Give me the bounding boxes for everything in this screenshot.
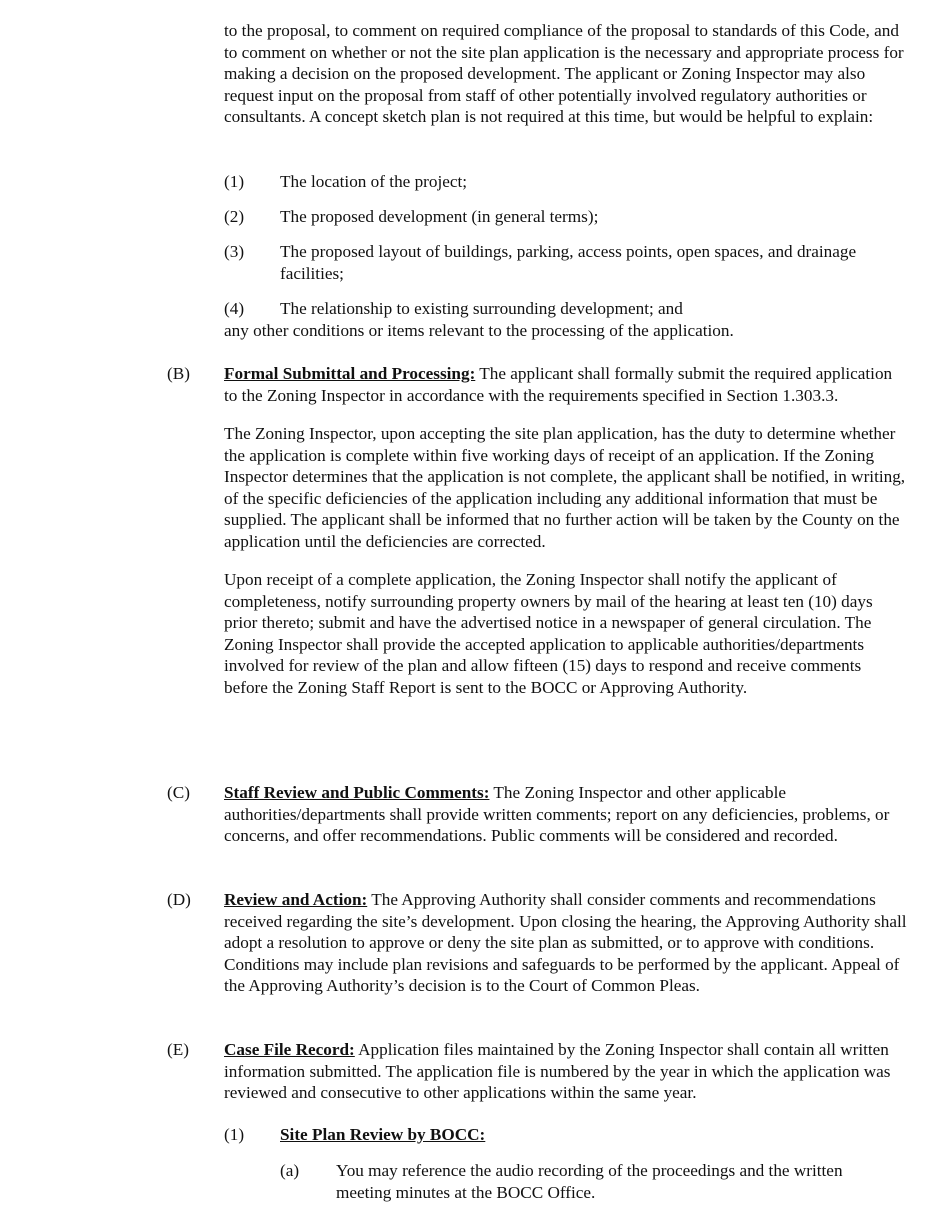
section-b-para1	[224, 363, 907, 406]
section-e	[167, 1039, 907, 1104]
section-b-para2: The Zoning Inspector, upon accepting the site plan application, has the duty to determine whether the application is complete within five working days of receipt of an application. If the Zoning Inspector determines that the application is not complete, the applicant shall be notified, in writing, of the specific deficiencies of the application including any additional information that must be supplied. The applicant shall be informed that no further action will be taken by the County on the application until the deficiencies are corrected.	[224, 424, 906, 551]
item-text: The location of the project;	[280, 172, 468, 191]
section-d	[167, 889, 907, 997]
section-b-para3: Upon receipt of a complete application, the Zoning Inspector shall notify the applicant of completeness, notify surrounding property owners by mail of the hearing at least ten (10) days prior thereto; submit and have the advertised notice in a newspaper of general circulation. The Zoning Inspector shall provide the accepted application to applicable authorities/departments involved for review of the plan and allow fifteen (15) days to respond and receive comments before the Zoning Staff Report is sent to the BOCC or Approving Authority.	[224, 570, 873, 697]
sub-item-heading: Site Plan Review by BOCC:	[280, 1125, 486, 1144]
item-text: The proposed layout of buildings, parking, access points, open spaces, and drainage facilities;	[280, 242, 857, 283]
section-marker: (B)	[167, 364, 190, 383]
sub-item-e1a	[280, 1160, 890, 1203]
section-text: Application files maintained by the Zoning Inspector shall contain all written information submitted. The application file is numbered by the year in which the application was reviewed and consecutive to other applications within the same year.	[224, 1040, 891, 1102]
concept-item	[224, 171, 884, 193]
item-number: (1)	[224, 1125, 245, 1144]
item-number: (3)	[224, 242, 245, 261]
section-heading: Staff Review and Public Comments:	[224, 783, 490, 802]
item-text: The relationship to existing surrounding development; and	[280, 299, 683, 318]
concept-item	[224, 206, 884, 228]
sub-item-text: You may reference the audio recording of the proceedings and the written meeting minutes at the BOCC Office.	[336, 1161, 843, 1202]
section-d-para	[224, 889, 907, 997]
section-e-para	[224, 1039, 907, 1104]
section-text: The applicant shall formally submit the required application to the Zoning Inspector in accordance with the requirements specified in Section 1.303.3.	[224, 364, 893, 405]
item-number: (4)	[224, 299, 245, 318]
section-heading: Case File Record:	[224, 1040, 355, 1059]
intro-paragraph: to the proposal, to comment on required compliance of the proposal to standards of this Code, and to comment on whether or not the site plan application is the necessary and appropriate process for making a decision on the proposed development. The applicant or Zoning Inspector may also request input on the proposal from staff of other potentially involved regulatory authorities or consultants. A concept sketch plan is not required at this time, but would be helpful to explain:	[224, 21, 904, 126]
concept-item	[224, 241, 884, 284]
section-marker: (C)	[167, 783, 190, 802]
section-marker: (E)	[167, 1040, 189, 1059]
sub-item-e1	[224, 1124, 884, 1146]
section-text: The Zoning Inspector and other applicable authorities/departments shall provide written comments; report on any deficiencies, problems, or concerns, and offer recommendations. Public comments will be considered and recorded.	[224, 783, 890, 845]
item-letter: (a)	[280, 1161, 300, 1180]
section-c-para	[224, 782, 907, 847]
item-continuation-text: any other conditions or items relevant to the processing of the application.	[224, 321, 734, 340]
section-marker: (D)	[167, 890, 191, 909]
item-number: (1)	[224, 172, 245, 191]
item-number: (2)	[224, 207, 245, 226]
section-b	[167, 363, 907, 698]
section-heading: Review and Action:	[224, 890, 368, 909]
section-heading: Formal Submittal and Processing:	[224, 364, 476, 383]
item-text: The proposed development (in general terms);	[280, 207, 599, 226]
section-c	[167, 782, 907, 847]
concept-item	[224, 298, 884, 320]
section-text: The Approving Authority shall consider comments and recommendations received regarding the site’s development. Upon closing the hearing, the Approving Authority shall adopt a resolution to approve or deny the site plan as submitted, or to approve with conditions. Conditions may include plan revisions and safeguards to be performed by the applicant. Appeal of the Approving Authority’s decision is to the Court of Common Pleas.	[224, 890, 907, 995]
